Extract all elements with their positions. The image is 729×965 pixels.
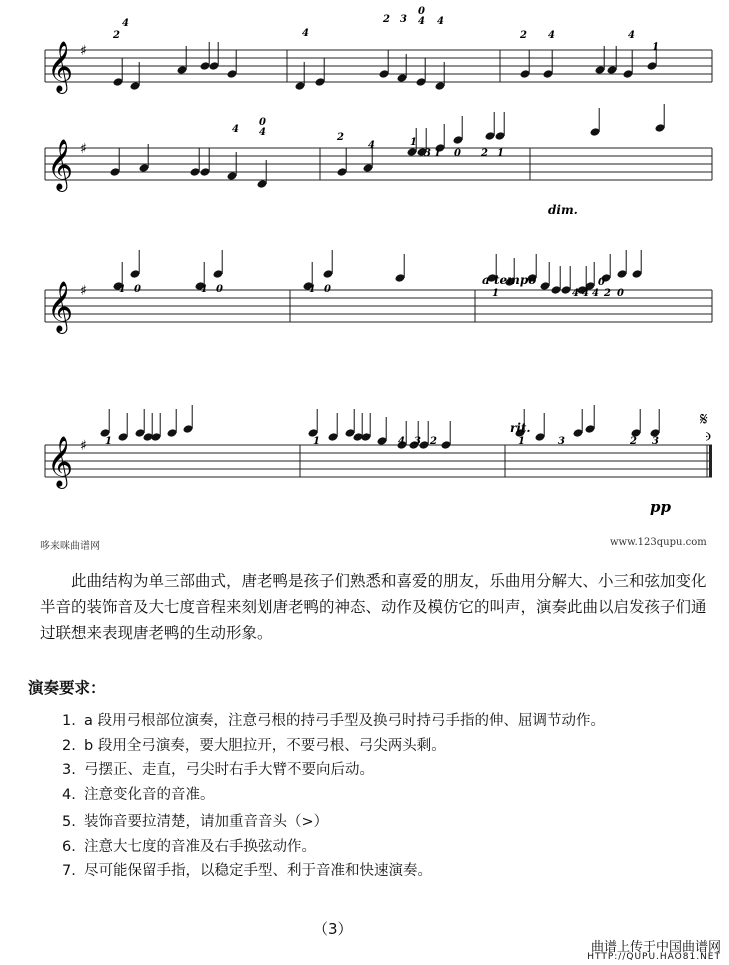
fermata-sign: 𝄐 <box>699 432 718 441</box>
description-paragraph: 此曲结构为单三部曲式，唐老鸭是孩子们熟悉和喜爱的朋友，乐曲用分解大、小三和弦加变化半音的装饰音及大七度音程来刻划唐老鸭的神态、动作及模仿它的叫声，演奏此曲以启发孩子们通过联想来表现唐老鸭的生动形象。 <box>40 572 707 642</box>
fingering-number: 1 <box>105 436 112 447</box>
fingering-number: 0 <box>259 117 266 128</box>
fingering-number: 4 <box>572 288 579 299</box>
fingering-number: 2 <box>520 30 527 41</box>
fingering-number: 4 <box>582 288 589 299</box>
fingering-number: 4 <box>592 288 599 299</box>
treble-clef: 𝄞 <box>47 436 74 487</box>
fingering-number: 0 <box>454 148 461 159</box>
page-number: （3） <box>313 920 353 938</box>
fingering-number: 0 <box>324 284 331 295</box>
fingering-number: 4 <box>418 16 425 27</box>
requirement-number: 7. <box>62 863 76 879</box>
fingering-number: 4 <box>118 284 125 295</box>
fingering-number: 1 <box>313 436 320 447</box>
fingering-number: 2 <box>630 436 637 447</box>
key-signature-sharp: ♯ <box>80 283 87 299</box>
fingering-number: 3 <box>414 436 421 447</box>
fingering-number: 3 <box>558 436 565 447</box>
fingering-number: 1 <box>652 42 659 53</box>
requirement-text: b 段用全弓演奏，要大胆拉开，不要弓根、弓尖两头剩。 <box>84 737 446 754</box>
fingering-number: 2 <box>430 436 437 447</box>
segno-sign: 𝄋 <box>700 409 708 430</box>
requirement-number: 1. <box>62 713 76 729</box>
requirement-item <box>62 783 215 804</box>
fingering-number: 4 <box>368 140 375 151</box>
requirement-number: 5. <box>62 814 76 830</box>
fingering-number: 2 <box>383 14 390 25</box>
fingering-number: 1 <box>518 436 525 447</box>
fingering-number: 0 <box>617 288 624 299</box>
requirement-number: 6. <box>62 838 76 855</box>
requirement-item <box>62 859 432 880</box>
requirement-text: 注意大七度的音准及右手换弦动作。 <box>84 838 316 855</box>
requirement-item <box>62 709 605 730</box>
a-tempo-marking: a tempo <box>482 273 537 287</box>
requirement-item <box>62 810 328 831</box>
requirements-title: 演奏要求： <box>28 679 106 697</box>
fingering-number: 3 <box>400 14 407 25</box>
fingering-number: 1 <box>410 137 417 148</box>
key-signature-sharp: ♯ <box>80 438 87 454</box>
treble-clef: 𝄞 <box>47 281 74 332</box>
fingering-number: 2 <box>113 30 120 41</box>
watermark-left: 哆来咪曲谱网 <box>40 541 100 552</box>
fingering-number: 0 <box>418 6 425 17</box>
final-barline <box>709 445 712 477</box>
pp-marking: pp <box>650 498 671 516</box>
fingering-number: 0 <box>216 284 223 295</box>
fingering-number: 1 <box>492 288 499 299</box>
fingering-number: 4 <box>259 127 266 138</box>
fingering-number: 3 <box>652 436 659 447</box>
requirement-text: a 段用弓根部位演奏，注意弓根的持弓手型及换弓时持弓手指的伸、屈调节动作。 <box>84 713 605 729</box>
fingering-number: 4 <box>122 18 129 29</box>
fingering-number: 4 <box>398 436 405 447</box>
key-signature-sharp: ♯ <box>80 141 87 157</box>
fingering-number: 4 <box>302 28 309 39</box>
treble-clef: 𝄞 <box>47 41 74 92</box>
requirement-item <box>62 734 446 755</box>
dim-marking: dim. <box>548 203 578 217</box>
requirements-title-text: 演奏要求 <box>28 679 91 697</box>
fingering-number: 4 <box>548 30 555 41</box>
fingering-number: 4 <box>437 16 444 27</box>
footer-site-cn: 曲谱上传于中国曲谱网 <box>590 940 721 955</box>
requirement-text: 弓摆正、走直，弓尖时右手大臂不要向后动。 <box>84 762 374 778</box>
requirement-text: 尽可能保留手指，以稳定手型、利于音准和快速演奏。 <box>84 863 432 879</box>
fingering-number: 1 <box>434 148 441 159</box>
key-signature-sharp: ♯ <box>80 43 87 59</box>
footer-site-url: HTTP://QUPU.HAO81.NET <box>587 952 721 962</box>
treble-clef: 𝄞 <box>47 139 74 190</box>
fingering-number: 2 <box>337 132 344 143</box>
fingering-number: 4 <box>200 284 207 295</box>
requirement-text: 注意变化音的音准。 <box>84 786 215 803</box>
fingering-number: 4 <box>628 30 635 41</box>
fingering-number: 2 <box>481 148 488 159</box>
fingering-number: 0 <box>134 284 141 295</box>
requirement-number: 2. <box>62 737 76 754</box>
fingering-number: 3 <box>424 148 431 159</box>
requirement-item <box>62 835 316 856</box>
requirement-number: 4. <box>62 786 76 803</box>
rit-marking: rit. <box>510 421 531 435</box>
fingering-number: 4 <box>232 124 239 135</box>
watermark-right: www.123qupu.com <box>610 537 707 548</box>
requirement-number: 3. <box>62 762 76 778</box>
requirement-item <box>62 758 374 779</box>
fingering-number: 1 <box>497 148 504 159</box>
fingering-number: 0 <box>598 277 605 288</box>
requirement-text: 装饰音要拉清楚，请加重音音头（>） <box>84 814 329 830</box>
fingering-number: 4 <box>308 284 315 295</box>
fingering-number: 2 <box>604 288 611 299</box>
